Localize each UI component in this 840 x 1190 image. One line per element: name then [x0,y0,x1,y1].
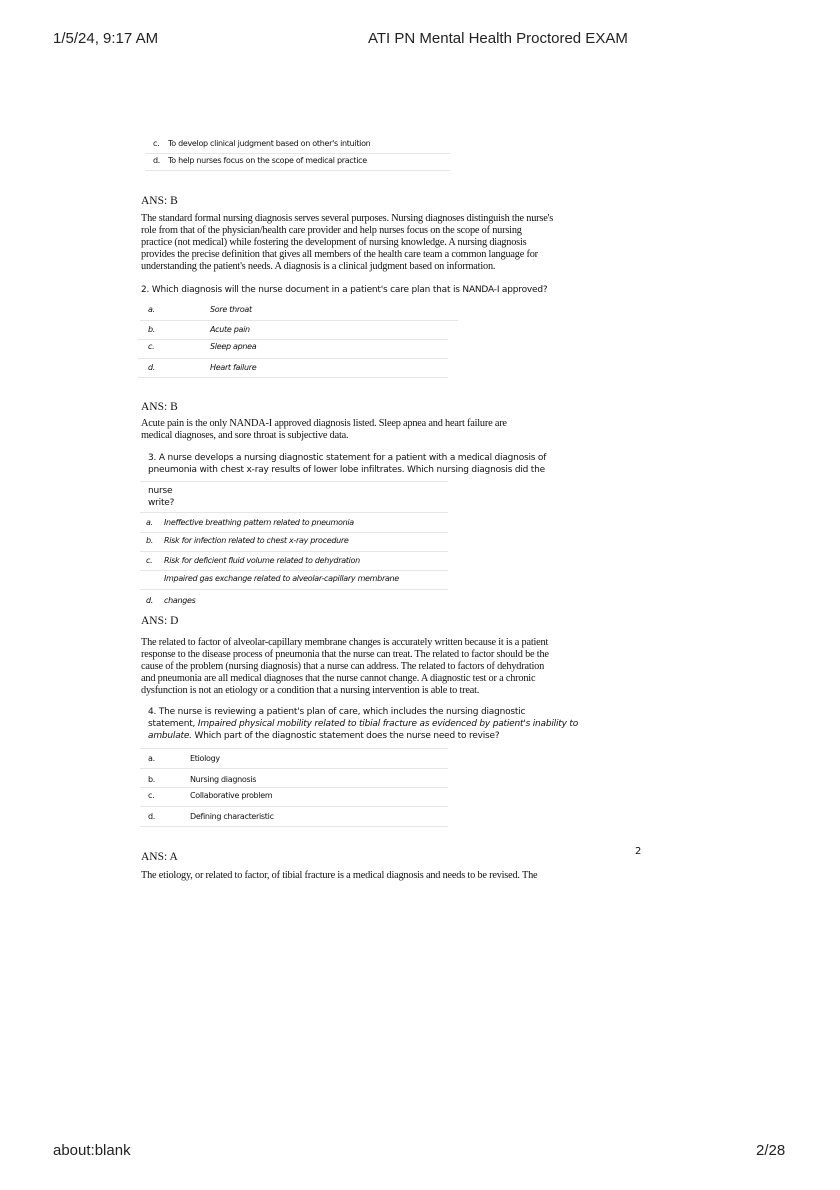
option-letter: d. [148,812,156,821]
source-page-number: 2 [635,846,642,857]
rationale-line: and pneumonia are all medical diagnoses that the nurse cannot change. A diagnostic test or a chronic [141,673,536,684]
option-text: Impaired gas exchange related to alveolar-capillary membrane [164,574,399,583]
option-divider [140,551,448,552]
option-letter: b. [148,775,156,784]
question-segment-italic: ambulate. [148,731,192,741]
question-line: pneumonia with chest x-ray results of lower lobe infiltrates. Which nursing diagnosis did the [148,465,545,475]
option-letter: b. [148,325,156,334]
rationale-line: The etiology, or related to factor, of tibial fracture is a medical diagnosis and needs to be revised. The [141,870,538,881]
option-letter: a. [148,754,155,763]
option-text: Ineffective breathing pattern related to pneumonia [164,518,354,527]
option-divider [145,153,450,154]
option-text: Risk for infection related to chest x-ray procedure [164,536,349,545]
option-text: Defining characteristic [190,812,274,821]
document-title: ATI PN Mental Health Proctored EXAM [368,30,628,47]
option-divider [140,532,448,533]
option-text: Sleep apnea [210,342,257,351]
answer-key: ANS: B [141,401,178,413]
answer-key: ANS: A [141,851,178,863]
question-line: write? [148,498,175,508]
option-divider [140,806,448,807]
rationale-line: understanding the patient's needs. A diagnosis is a clinical judgment based on information. [141,261,496,272]
option-text: Acute pain [210,325,250,334]
option-letter: b. [146,536,154,545]
option-divider [140,826,448,827]
option-divider [138,339,448,340]
option-letter: c. [148,342,155,351]
rationale-line: The standard formal nursing diagnosis serves several purposes. Nursing diagnoses distinguish the nurse's [141,213,554,224]
option-letter: c. [153,139,160,148]
option-divider [140,320,458,321]
question-text [148,706,578,742]
option-divider [140,748,448,749]
option-divider [140,512,448,513]
rationale-line: provides the precise definition that gives all members of the health care team a common language for [141,249,538,260]
option-divider [138,377,448,378]
rationale-line: The related to factor of alveolar-capillary membrane changes is accurately written because it is a patient [141,637,549,648]
option-text: To help nurses focus on the scope of medical practice [168,156,367,165]
question-text-continued [148,485,174,509]
question-segment: Which part of the diagnostic statement does the nurse need to revise? [191,731,500,741]
option-letter: a. [146,518,153,527]
option-text: changes [164,596,196,605]
rationale-line: Acute pain is the only NANDA-I approved diagnosis listed. Sleep apnea and heart failure are [141,418,507,429]
option-divider [145,170,450,171]
option-letter: c. [146,556,153,565]
option-text: Nursing diagnosis [190,775,257,784]
rationale [141,637,631,697]
rationale-line: cause of the problem (nursing diagnosis) that a nurse can address. The related to factors of dehydration [141,661,545,672]
option-text: Risk for deficient fluid volume related to dehydration [164,556,360,565]
rationale-line: practice (not medical) while fostering the development of nursing knowledge. A nursing diagnosis [141,237,527,248]
option-letter: c. [148,791,155,800]
question-line: nurse [148,486,173,496]
question-line: 3. A nurse develops a nursing diagnostic statement for a patient with a medical diagnosis of [148,453,547,463]
option-text: Sore throat [210,305,252,314]
rationale [141,213,631,273]
rationale [141,418,631,442]
rationale [141,870,631,882]
rationale-line: role from that of the physician/health care provider and help nurses focus on the scope of nursing [141,225,522,236]
option-text: Collaborative problem [190,791,273,800]
rationale-line: medical diagnoses, and sore throat is subjective data. [141,430,349,441]
option-text: Heart failure [210,363,257,372]
rationale-line: response to the disease process of pneumonia that the nurse can treat. The related to factor should be the [141,649,549,660]
option-letter: a. [148,305,155,314]
print-datetime: 1/5/24, 9:17 AM [53,30,159,47]
option-text: To develop clinical judgment based on other's intuition [168,139,371,148]
footer-url: about:blank [53,1142,131,1159]
question-segment: statement, [148,719,198,729]
option-letter: d. [153,156,161,165]
option-divider [140,570,448,571]
option-divider [140,768,448,769]
option-letter: d. [146,596,154,605]
question-line: 4. The nurse is reviewing a patient's plan of care, which includes the nursing diagnostic [148,707,526,717]
option-divider [138,358,448,359]
option-divider [140,589,448,590]
question-line [148,718,578,730]
question-segment-italic: Impaired physical mobility related to tibial fracture as evidenced by patient's inability to [197,719,579,729]
question-text [148,452,546,476]
option-divider [140,481,448,482]
option-divider [140,787,448,788]
question-line [148,730,578,742]
option-letter: d. [148,363,156,372]
footer-page-count: 2/28 [756,1142,786,1159]
question-text: 2. Which diagnosis will the nurse document in a patient's care plan that is NANDA-I approved? [141,285,548,295]
answer-key: ANS: B [141,195,178,207]
answer-key: ANS: D [141,615,179,627]
rationale-line: dysfunction is not an etiology or a condition that a nursing intervention is able to treat. [141,685,480,696]
option-text: Etiology [190,754,220,763]
